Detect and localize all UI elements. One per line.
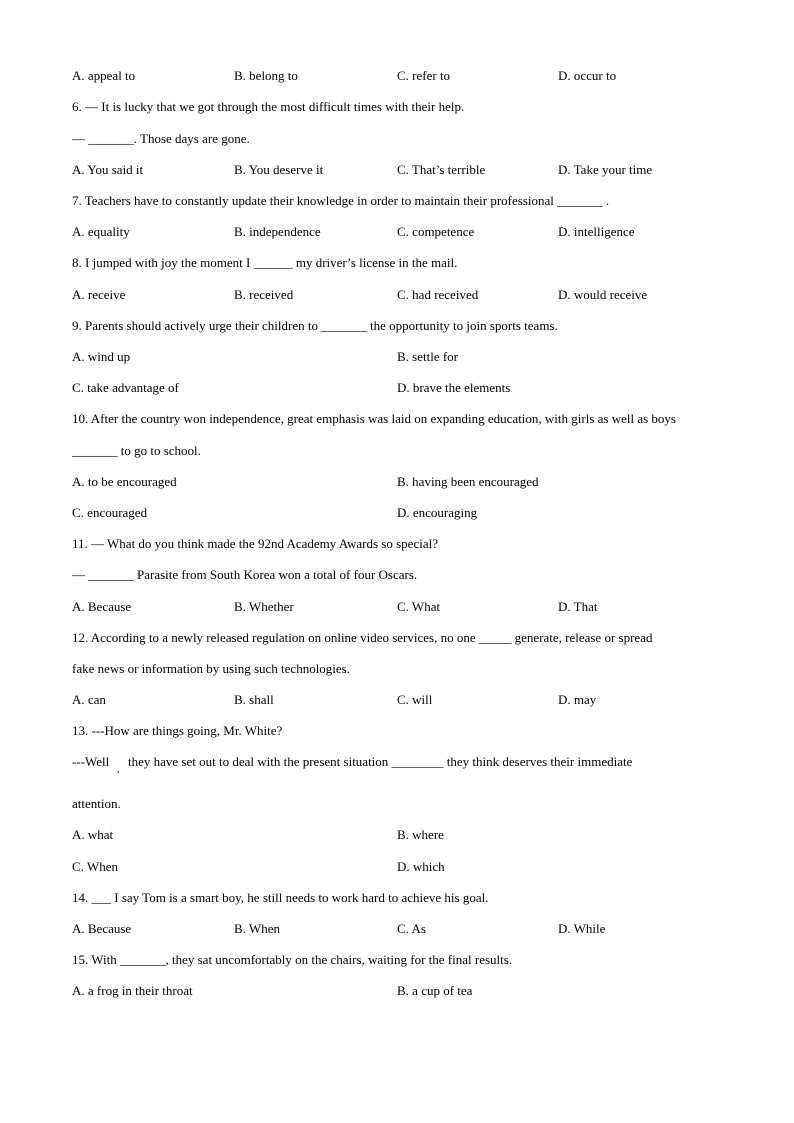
q8-option-c: C. had received: [397, 287, 479, 302]
q12-stem-line2: fake news or information by using such technologies.: [72, 661, 350, 676]
q8-stem: 8. I jumped with joy the moment I ______ my driver’s license in the mail.: [72, 255, 458, 270]
q11-option-d: D. That: [558, 599, 598, 614]
q13-option-a: A. what: [72, 827, 114, 842]
q12-stem-line1: 12. According to a newly released regulation on online video services, no one _____ generate, release or spread: [72, 630, 653, 645]
q8-option-a: A. receive: [72, 287, 126, 302]
q14-option-d: D. While: [558, 921, 606, 936]
q9-option-c: C. take advantage of: [72, 380, 179, 395]
q10-option-b: B. having been encouraged: [397, 474, 539, 489]
q15-stem: 15. With _______, they sat uncomfortably on the chairs, waiting for the final results.: [72, 952, 513, 967]
q13-option-d: D. which: [397, 859, 445, 874]
q6-option-d: D. Take your time: [558, 162, 653, 177]
q13-option-c: C. When: [72, 859, 118, 874]
q12-option-a: A. can: [72, 692, 106, 707]
q12-option-d: D. may: [558, 692, 597, 707]
q13-stray-comma: ,: [117, 764, 120, 775]
q5-option-b: B. belong to: [234, 68, 298, 83]
q5-option-d: D. occur to: [558, 68, 617, 83]
q7-option-a: A. equality: [72, 224, 130, 239]
q9-stem: 9. Parents should actively urge their children to _______ the opportunity to join sports teams.: [72, 318, 558, 333]
q5-option-c: C. refer to: [397, 68, 451, 83]
q6-option-b: B. You deserve it: [234, 162, 324, 177]
q11-reply: — _______ Parasite from South Korea won a total of four Oscars.: [72, 567, 418, 582]
q12-option-c: C. will: [397, 692, 433, 707]
q5-option-a: A. appeal to: [72, 68, 136, 83]
q7-option-d: D. intelligence: [558, 224, 635, 239]
q7-stem: 7. Teachers have to constantly update their knowledge in order to maintain their professional _______ .: [72, 193, 610, 208]
q9-option-d: D. brave the elements: [397, 380, 511, 395]
q9-option-a: A. wind up: [72, 349, 131, 364]
q14-stem: 14. ___ I say Tom is a smart boy, he still needs to work hard to achieve his goal.: [72, 890, 489, 905]
q10-option-c: C. encouraged: [72, 505, 148, 520]
q6-stem: 6. — It is lucky that we got through the most difficult times with their help.: [72, 99, 465, 114]
q11-option-a: A. Because: [72, 599, 132, 614]
q13-stem: 13. ---How are things going, Mr. White?: [72, 723, 283, 738]
q9-option-b: B. settle for: [397, 349, 459, 364]
q14-option-a: A. Because: [72, 921, 132, 936]
q13-reply-body: they have set out to deal with the present situation ________ they think deserves their immediate: [128, 754, 633, 769]
q15-option-b: B. a cup of tea: [397, 983, 473, 998]
q14-option-c: C. As: [397, 921, 426, 936]
q11-option-b: B. Whether: [234, 599, 294, 614]
q6-reply: — _______. Those days are gone.: [72, 131, 250, 146]
q13-reply-start: ---Well: [72, 754, 110, 769]
q10-stem-line1: 10. After the country won independence, great emphasis was laid on expanding education, with girls as well as boys: [72, 411, 676, 426]
q15-option-a: A. a frog in their throat: [72, 983, 193, 998]
q12-option-b: B. shall: [234, 692, 274, 707]
q7-option-c: C. competence: [397, 224, 475, 239]
q10-stem-line2: _______ to go to school.: [72, 443, 201, 458]
q6-option-a: A. You said it: [72, 162, 144, 177]
q11-option-c: C. What: [397, 599, 441, 614]
q14-option-b: B. When: [234, 921, 280, 936]
q10-option-d: D. encouraging: [397, 505, 478, 520]
q7-option-b: B. independence: [234, 224, 321, 239]
q13-option-b: B. where: [397, 827, 444, 842]
q13-reply-end: attention.: [72, 796, 121, 811]
q6-option-c: C. That’s terrible: [397, 162, 486, 177]
q8-option-d: D. would receive: [558, 287, 648, 302]
q8-option-b: B. received: [234, 287, 294, 302]
q11-stem: 11. — What do you think made the 92nd Academy Awards so special?: [72, 536, 438, 551]
q10-option-a: A. to be encouraged: [72, 474, 177, 489]
